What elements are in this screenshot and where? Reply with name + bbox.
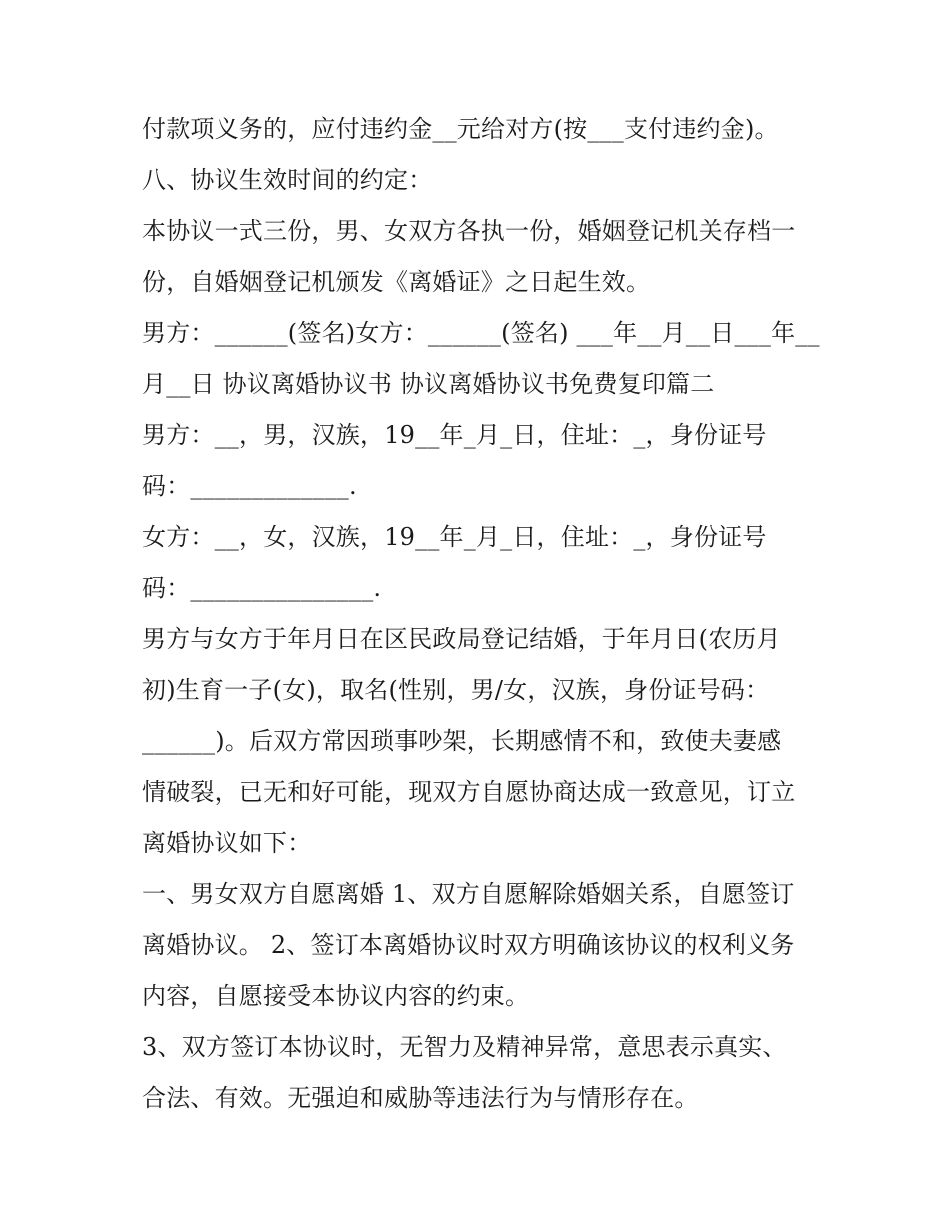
- text-line: 一、男女双方自愿离婚 1、双方自愿解除婚姻关系，自愿签订: [142, 880, 795, 908]
- text-line: 合法、有效。无强迫和威胁等违法行为与情形存在。: [142, 1084, 699, 1112]
- female-party-line: 女方：__，女，汉族，19__年_月_日，住址：_，身份证号: [142, 523, 767, 551]
- text-line: 本协议一式三份，男、女双方各执一份，婚姻登记机关存档一: [142, 217, 796, 245]
- text-line: 份，自婚姻登记机颁发《离婚证》之日起生效。: [142, 268, 651, 296]
- text-line: ______)。后双方常因琐事吵架，长期感情不和，致使夫妻感: [142, 727, 782, 755]
- signature-line: 男方：______(签名)女方：______(签名) ___年__月__日___年__: [142, 319, 820, 347]
- text-line: 内容，自愿接受本协议内容的约束。: [142, 982, 530, 1010]
- male-party-line: 男方：__，男，汉族，19__年_月_日，住址：_，身份证号: [142, 421, 767, 449]
- section-heading: 八、协议生效时间的约定：: [142, 166, 433, 194]
- text-line: 离婚协议。 2、签订本离婚协议时双方明确该协议的权利义务: [142, 931, 795, 959]
- document-body: [142, 104, 818, 1124]
- text-line: 男方与女方于年月日在区民政局登记结婚，于年月日(农历月: [142, 625, 781, 653]
- text-line: 情破裂，已无和好可能，现双方自愿协商达成一致意见，订立: [142, 778, 796, 806]
- text-line: 初)生育一子(女)，取名(性别，男/女，汉族，身份证号码：: [142, 676, 770, 704]
- text-line: 码：_____________.: [142, 472, 357, 500]
- text-line: 离婚协议如下：: [142, 829, 312, 857]
- text-line: 月__日 协议离婚协议书 协议离婚协议书免费复印篇二: [142, 370, 715, 398]
- text-line: 付款项义务的，应付违约金__元给对方(按___支付违约金)。: [142, 115, 779, 143]
- text-line: 3、双方签订本协议时，无智力及精神异常，意思表示真实、: [142, 1033, 787, 1061]
- text-line: 码：_______________.: [142, 574, 382, 602]
